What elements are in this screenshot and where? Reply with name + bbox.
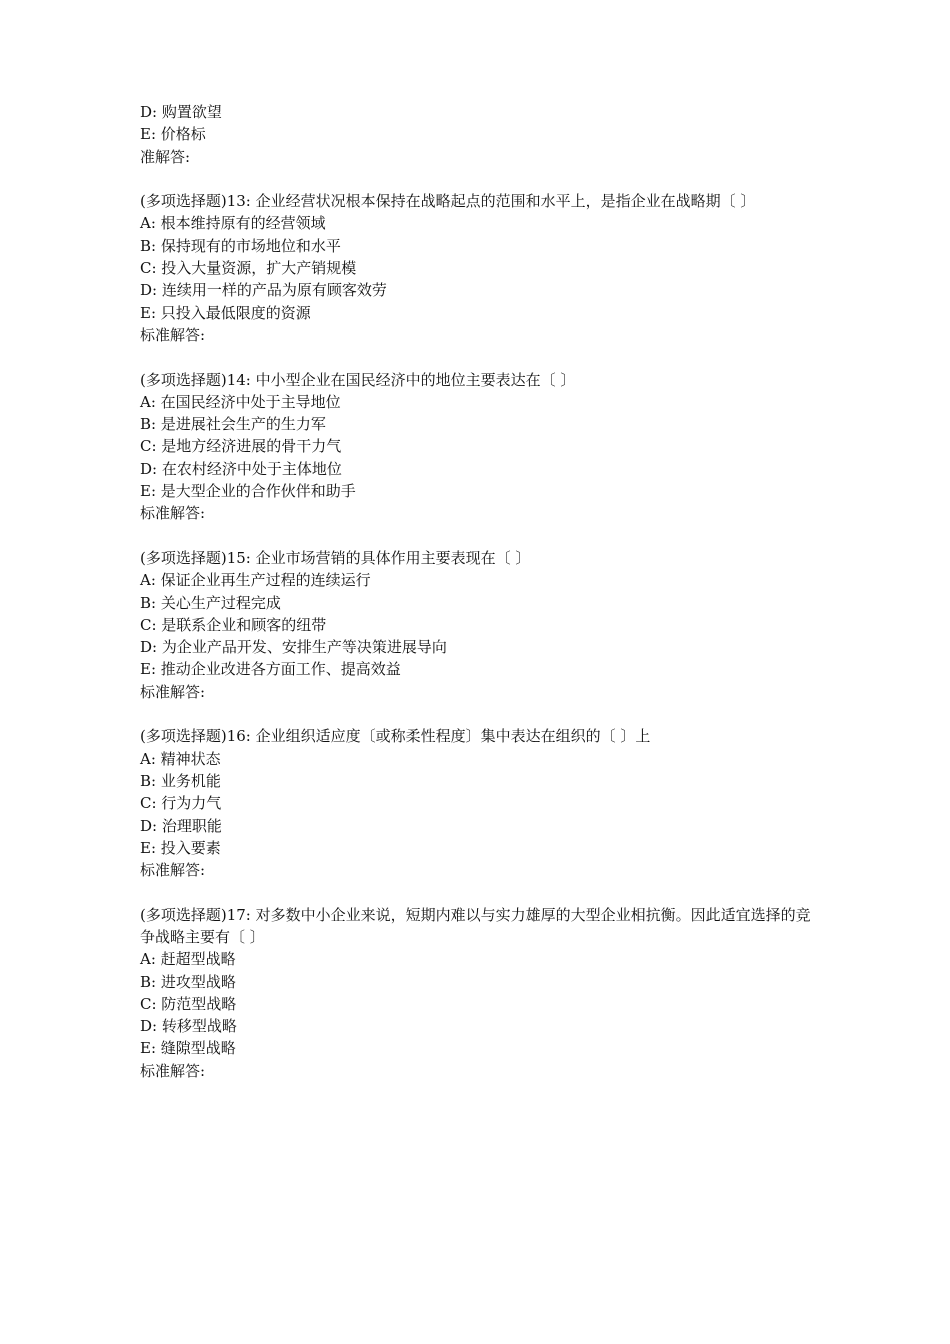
- question-15: [140, 547, 820, 703]
- option-b: B: 业务机能: [140, 771, 221, 790]
- option-d: D: 转移型战略: [140, 1017, 237, 1036]
- option-e: E: 推动企业改进各方面工作、提高效益: [140, 660, 401, 679]
- answer-label: 标准解答:: [140, 325, 206, 344]
- question-16: [140, 725, 820, 881]
- option-e: E: 只投入最低限度的资源: [140, 303, 311, 322]
- option-e: E: 缝隙型战略: [140, 1039, 236, 1058]
- question-14: [140, 369, 820, 525]
- option-e: E: 是大型企业的合作伙伴和助手: [140, 482, 356, 501]
- question-stem: (多项选择题)16: 企业组织适应度〔或称柔性程度〕集中表达在组织的〔 〕上: [140, 727, 651, 746]
- answer-label: 标准解答:: [140, 1061, 206, 1080]
- spacer: [140, 346, 820, 368]
- option-d: D: 治理职能: [140, 816, 222, 835]
- spacer: [140, 525, 820, 547]
- answer-label: 标准解答:: [140, 504, 206, 523]
- option-d: D: 为企业产品开发、安排生产等决策进展导向: [140, 638, 447, 657]
- question-stem: (多项选择题)17: 对多数中小企业来说，短期内难以与实力雄厚的大型企业相抗衡。因此适宜选择的竞争战略主要有〔 〕: [140, 905, 811, 946]
- option-b: B: 是进展社会生产的生力军: [140, 415, 326, 434]
- option-c: C: 是联系企业和顾客的纽带: [140, 615, 327, 634]
- option-c: C: 防范型战略: [140, 994, 237, 1013]
- option-b: B: 关心生产过程完成: [140, 593, 281, 612]
- option-b: B: 进攻型战略: [140, 972, 236, 991]
- question-17: [140, 904, 820, 1082]
- document-page: [140, 101, 820, 1082]
- option-a: A: 赶超型战略: [140, 950, 236, 969]
- option-a: A: 根本维持原有的经营领域: [140, 214, 326, 233]
- spacer: [140, 168, 820, 190]
- option-a: A: 保证企业再生产过程的连续运行: [140, 571, 371, 590]
- option-a: A: 精神状态: [140, 749, 221, 768]
- question-stem: (多项选择题)15: 企业市场营销的具体作用主要表现在〔 〕: [140, 548, 531, 567]
- spacer: [140, 703, 820, 725]
- option-b: B: 保持现有的市场地位和水平: [140, 236, 341, 255]
- option-line: E: 价格标: [140, 125, 206, 144]
- intro-block: [140, 101, 820, 168]
- option-d: D: 在农村经济中处于主体地位: [140, 459, 342, 478]
- option-d: D: 连续用一样的产品为原有顾客效劳: [140, 281, 387, 300]
- question-stem: (多项选择题)13: 企业经营状况根本保持在战略起点的范围和水平上，是指企业在战略期〔 〕: [140, 192, 756, 211]
- answer-label: 准解答:: [140, 147, 191, 166]
- spacer: [140, 881, 820, 903]
- option-e: E: 投入要素: [140, 838, 221, 857]
- answer-label: 标准解答:: [140, 682, 206, 701]
- option-c: C: 行为力气: [140, 794, 222, 813]
- option-c: C: 投入大量资源，扩大产销规模: [140, 259, 357, 278]
- option-line: D: 购置欲望: [140, 103, 222, 121]
- option-c: C: 是地方经济进展的骨干力气: [140, 437, 342, 456]
- answer-label: 标准解答:: [140, 861, 206, 880]
- option-a: A: 在国民经济中处于主导地位: [140, 392, 341, 411]
- question-13: [140, 190, 820, 346]
- question-stem: (多项选择题)14: 中小型企业在国民经济中的地位主要表达在〔 〕: [140, 370, 576, 389]
